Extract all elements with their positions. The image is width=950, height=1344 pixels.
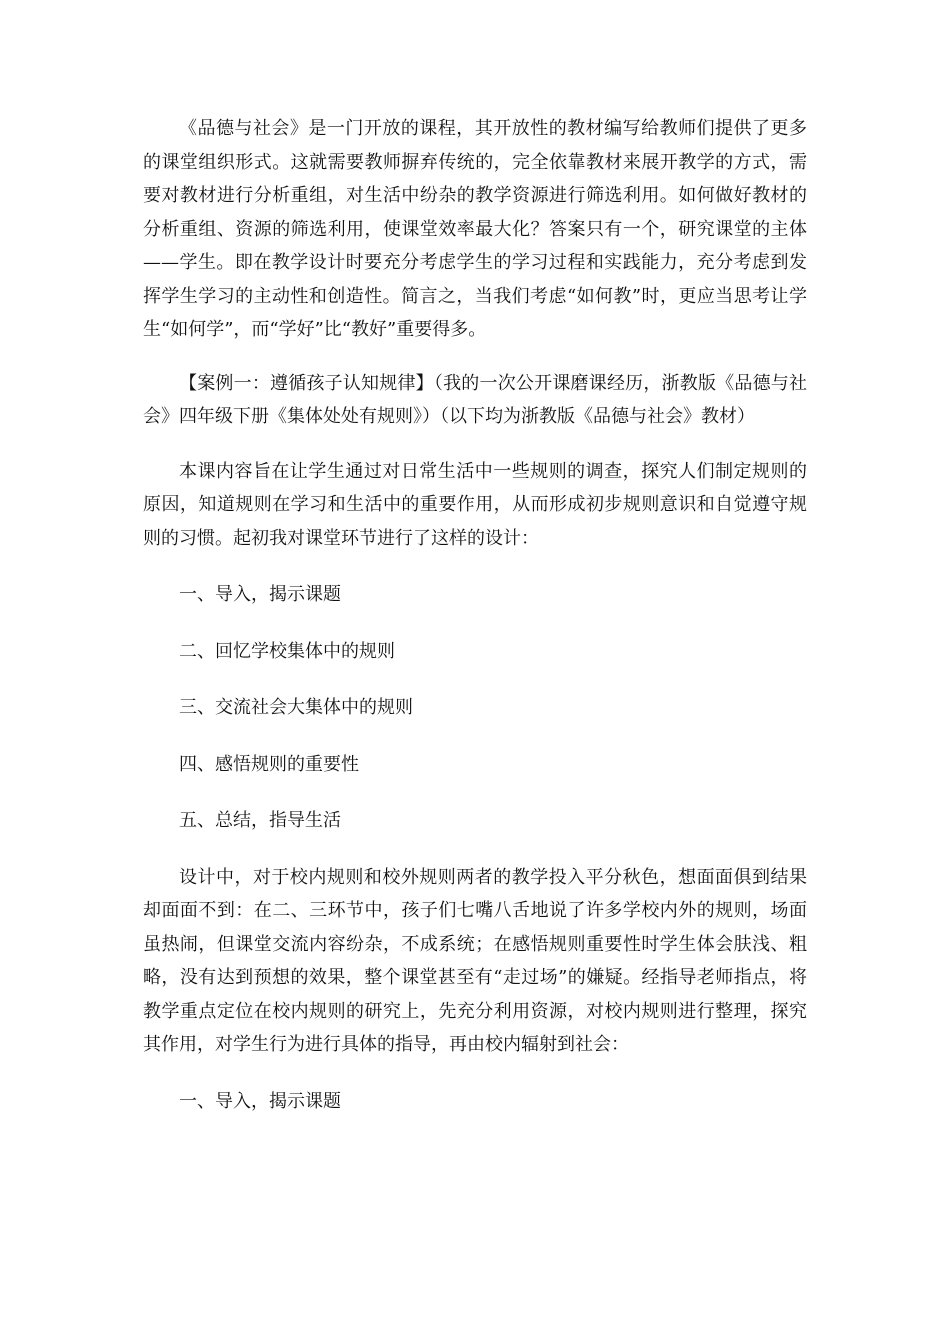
initial-design-list [143, 578, 807, 838]
list-item: 三、交流社会大集体中的规则 [179, 697, 413, 718]
list-item: 五、总结，指导生活 [179, 810, 341, 831]
list-item: 二、回忆学校集体中的规则 [179, 640, 395, 662]
list-item: 一、导入，揭示课题 [179, 1090, 341, 1112]
list-item: 四、感悟规则的重要性 [179, 753, 359, 775]
revised-design-list [143, 1085, 807, 1119]
case-heading-paragraph: 【案例一：遵循孩子认知规律】（我的一次公开课磨课经历，浙教版《品德与社会》四年级下册《集体处处有规则》）（以下均为浙教版《品德与社会》教材） [143, 372, 807, 427]
list-item: 一、导入，揭示课题 [179, 584, 341, 605]
document-page [143, 112, 807, 1118]
reflection-paragraph: 设计中，对于校内规则和校外规则两者的教学投入平分秋色，想面面俱到结果却面面不到：在二、三环节中，孩子们七嘴八舌地说了许多学校内外的规则，场面虽热闹，但课堂交流内容纷杂，不成系统；在感悟规则重要性时学生体会肤浅、粗略，没有达到预想的效果，整个课堂甚至有“走过场”的嫌疑。经指导老师指点，将教学重点定位在校内规则的研究上，先充分利用资源，对校内规则进行整理，探究其作用，对学生行为进行具体的指导，再由校内辐射到社会： [143, 866, 807, 1055]
lesson-intro-paragraph: 本课内容旨在让学生通过对日常生活中一些规则的调查，探究人们制定规则的原因，知道规则在学习和生活中的重要作用，从而形成初步规则意识和自觉遵守规则的习惯。起初我对课堂环节进行了这样的设计： [143, 460, 807, 549]
intro-paragraph: 《品德与社会》是一门开放的课程，其开放性的教材编写给教师们提供了更多的课堂组织形式。这就需要教师摒弃传统的，完全依靠教材来展开教学的方式，需要对教材进行分析重组，对生活中纷杂的教学资源进行筛选利用。如何做好教材的分析重组、资源的筛选利用，使课堂效率最大化？答案只有一个，研究课堂的主体——学生。即在教学设计时要充分考虑学生的学习过程和实践能力，充分考虑到发挥学生学习的主动性和创造性。简言之，当我们考虑“如何教”时，更应当思考让学生“如何学”，而“学好”比“教好”重要得多。 [143, 118, 807, 340]
